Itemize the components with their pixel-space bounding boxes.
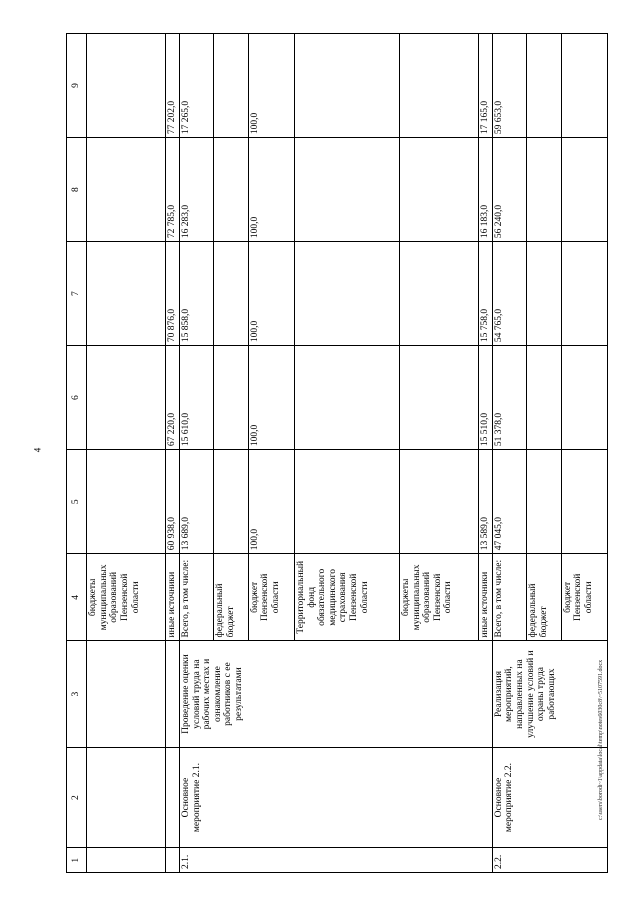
value-cell: [294, 138, 399, 242]
value-cell: [294, 450, 399, 554]
value-cell: [561, 34, 608, 138]
value-cell: [527, 138, 561, 242]
source-cell: Всего, в том числе:: [179, 554, 213, 641]
value-cell: 59 653,0: [492, 34, 526, 138]
table-row: [179, 34, 213, 873]
value-cell: [399, 34, 478, 138]
col-header: 3: [67, 641, 87, 747]
value-cell: [399, 242, 478, 346]
value-cell: [214, 242, 248, 346]
table-cell: [87, 641, 166, 747]
source-cell: Всего, в том числе:: [492, 554, 526, 641]
value-cell: [399, 450, 478, 554]
value-cell: [214, 138, 248, 242]
table-cell: [165, 641, 179, 747]
value-cell: 100,0: [248, 242, 294, 346]
value-cell: 17 265,0: [179, 34, 213, 138]
value-cell: 77 202,0: [165, 34, 179, 138]
page-number: 4: [32, 447, 43, 453]
item-number: 2.1.: [179, 848, 492, 873]
table-cell: [165, 848, 179, 873]
value-cell: [399, 346, 478, 450]
col-header: 2: [67, 747, 87, 848]
value-cell: 13 689,0: [179, 450, 213, 554]
budget-table: [66, 33, 608, 873]
source-cell: иные источники: [478, 554, 492, 641]
value-cell: [294, 242, 399, 346]
value-cell: [294, 34, 399, 138]
value-cell: 56 240,0: [492, 138, 526, 242]
activity-name: Основное мероприятие 2.2.: [492, 747, 607, 848]
value-cell: [561, 138, 608, 242]
source-cell: федеральный бюджет: [214, 554, 248, 641]
col-header: 6: [67, 346, 87, 450]
source-cell: бюджеты муниципальных образований Пензенской области: [399, 554, 478, 641]
source-cell: Территориальный фонд обязательного медицинского страхования Пензенской области: [294, 554, 399, 641]
col-header: 8: [67, 138, 87, 242]
source-cell: иные источники: [165, 554, 179, 641]
value-cell: 13 589,0: [478, 450, 492, 554]
footer-file-path: c:\users\borodi~1\appdata\local\temp\notes6030c8\~5107591.docx: [598, 659, 604, 821]
value-cell: [527, 450, 561, 554]
table-cell: [165, 747, 179, 848]
value-cell: [294, 346, 399, 450]
activity-description: Реализация мероприятий, направленных на улучшение условий и охраны труда работающих: [492, 641, 607, 747]
value-cell: [214, 450, 248, 554]
value-cell: 100,0: [248, 450, 294, 554]
value-cell: 15 510,0: [478, 346, 492, 450]
value-cell: [399, 138, 478, 242]
table-row: [492, 34, 526, 873]
col-header: 5: [67, 450, 87, 554]
source-cell: федеральный бюджет: [527, 554, 561, 641]
value-cell: [214, 34, 248, 138]
value-cell: [561, 242, 608, 346]
value-cell: [527, 242, 561, 346]
value-cell: [527, 346, 561, 450]
col-header: 9: [67, 34, 87, 138]
source-cell: бюджет Пензенской области: [561, 554, 608, 641]
value-cell: 15 758,0: [478, 242, 492, 346]
value-cell: 60 938,0: [165, 450, 179, 554]
value-cell: 100,0: [248, 346, 294, 450]
value-cell: 47 045,0: [492, 450, 526, 554]
col-header: 4: [67, 554, 87, 641]
value-cell: 54 765,0: [492, 242, 526, 346]
value-cell: 17 165,0: [478, 34, 492, 138]
table-cell: [87, 346, 166, 450]
value-cell: 16 283,0: [179, 138, 213, 242]
value-cell: 15 610,0: [179, 346, 213, 450]
value-cell: 51 378,0: [492, 346, 526, 450]
table-cell: [87, 450, 166, 554]
table-row: [165, 34, 179, 873]
value-cell: 100,0: [248, 138, 294, 242]
table-row: [87, 34, 166, 873]
value-cell: [561, 450, 608, 554]
header-row: [67, 34, 87, 873]
rotated-table-container: [66, 33, 608, 873]
table-cell: [87, 34, 166, 138]
item-number: 2.2.: [492, 848, 607, 873]
value-cell: [214, 346, 248, 450]
value-cell: 15 858,0: [179, 242, 213, 346]
value-cell: 16 183,0: [478, 138, 492, 242]
source-cell: бюджет Пензенской области: [248, 554, 294, 641]
value-cell: 67 220,0: [165, 346, 179, 450]
table-cell: [87, 747, 166, 848]
table-cell: [87, 138, 166, 242]
activity-description: Проведение оценки условий труда на рабочих местах и ознакомление работников с ее результатами: [179, 641, 492, 747]
value-cell: [561, 346, 608, 450]
table-cell: [87, 848, 166, 873]
value-cell: 72 785,0: [165, 138, 179, 242]
value-cell: 100,0: [248, 34, 294, 138]
value-cell: [527, 34, 561, 138]
activity-name: Основное мероприятие 2.1.: [179, 747, 492, 848]
source-cell: бюджеты муниципальных образований Пензенской области: [87, 554, 166, 641]
col-header: 7: [67, 242, 87, 346]
table-cell: [87, 242, 166, 346]
value-cell: 70 876,0: [165, 242, 179, 346]
col-header: 1: [67, 848, 87, 873]
